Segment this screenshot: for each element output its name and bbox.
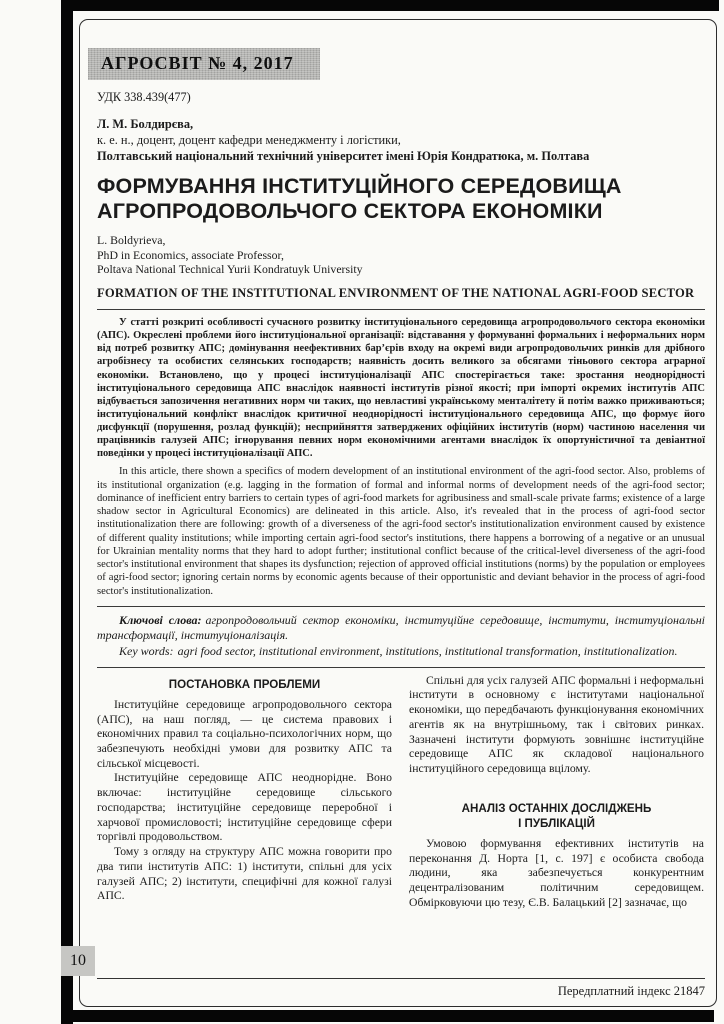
page-number: 10 [61,946,95,976]
author-block-ua [97,117,705,164]
keywords-ua [97,613,705,643]
keywords-ua-label: Ключові слова: [119,612,202,627]
footer-divider [97,978,705,979]
author-affiliation-ua: Полтавський національний технічний університет імені Юрія Кондратюка, м. Полтава [97,148,590,163]
body-paragraph: Умовою формування ефективних інститутів на переконання Д. Норта [1, с. 197] є особиста свобода людини, яка забезпечується конкурентним децентралізованим політичним середовищем. Обмірковуючи цю тезу, Є.В. Балацький [2] зазначає, що [409,837,704,909]
section-heading-analysis-line2: І ПУБЛІКАЦІЙ [518,816,595,830]
article-title-en: FORMATION OF THE INSTITUTIONAL ENVIRONMENT OF THE NATIONAL AGRI-FOOD SECTOR [97,286,695,301]
author-degree-ua: к. е. н., доцент, доцент кафедри менеджменту і логістики, [97,132,401,147]
section-heading-analysis-line1: АНАЛІЗ ОСТАННІХ ДОСЛІДЖЕНЬ [461,801,652,815]
right-column [409,674,704,911]
frame-top-bar [61,0,719,11]
frame-bottom-bar [61,1010,714,1022]
section-heading-problem: ПОСТАНОВКА ПРОБЛЕМИ [168,677,321,691]
author-block-en [97,233,705,277]
author-affiliation-en: Poltava National Technical Yurii Kondratuyk University [97,262,363,277]
udk-code: УДК 338.439(477) [97,90,191,104]
keywords-en-text: agri food sector, institutional environment, institutions, institutional transformation, institutionalization. [177,643,678,658]
divider [97,309,705,310]
subscription-index: Передплатний індекс 21847 [557,984,705,998]
journal-title: АГРОСВІТ № 4, 2017 [101,53,294,73]
article-title-ua: ФОРМУВАННЯ ІНСТИТУЦІЙНОГО СЕРЕДОВИЩА АГРОПРОДОВОЛЬЧОГО СЕКТОРА ЕКОНОМІКИ [97,174,622,223]
page-content [97,48,705,911]
divider [97,667,705,668]
author-degree-en: PhD in Economics, associate Professor, [97,247,284,262]
body-paragraph: Тому з огляду на структуру АПС можна говорити про два типи інститутів АПС: 1) інститути, спільні для усіх галузей АПС; 2) інститути, специфічні для кожної галузі АПС. [97,845,392,903]
body-paragraph: Інституційне середовище агропродовольчого сектора (АПС), на наш погляд, — це система правових і економічних правил та соціально-психологічних норм, що забезпечують необхідні умови для розвитку АПС та сільської місцевості. [97,697,392,770]
abstract-en: In this article, there shown a specifics of modern development of an institutional environment of the agri-food sector. Also, problems of its institutional organization (e.g. lagging in the formation of formal and informal norms of development needs of the agri-food sector; dominance of inefficient entry barriers to certain types of agri-food markets for agribusiness and small-scale private farms; existence of a large shadow sector in Agricultural Economics) are delineated in this article. Also, it's revealed that in the process of agri-food sector institutionalization there are following: growth of a diverseness of the agri-food sector's institutionalization environment caused by existence of different quality institutions; while importing certain agri-food sector's institutions, there happens a borrowing of a negative or an unusual for Ukrainian mentality norms that they hard to adopt further; institutional conflict because of the critical-level diverseness of the agri-food sector's institutional environment that shapes its dysfunction; rejection of approved official institutions (norms) by the population or employees of agri-food sector; ignoring certain norms by economic agents because of their opportunistic and deviant behavior in the process of agri-food sector's institutionalization. [97,466,705,597]
divider [97,606,705,607]
frame-left-bar [61,0,73,1024]
keywords-en-label: Key words: [119,643,174,658]
journal-masthead [88,48,320,80]
left-column [97,674,392,911]
author-name-ua: Л. М. Болдирєва, [97,117,194,131]
body-paragraph: Інституційне середовище АПС неоднорідне. Воно включає: інституційне середовище сільського господарства; інституційне середовище переробної і харчової промисловості; інституційне середовище сфери торгівлі продовольством. [97,771,392,844]
abstract-ua: У статті розкриті особливості сучасного розвитку інституціонального середовища агропродовольчого сектора економіки (АПС). Окреслені проблеми його інституціональної організації: відставання у формуванні формальних і неформальних норм від потреб розвитку АПС; домінування неефективних бар’єрів входу на окремі види агропродовольчих ринків для дрібного агробізнесу та особистих селянських господарств; наявність досить великого за обсягами тіньового сектора аграрної економіки. Встановлено, що у процесі інституціоналізації АПС спостерігається таке: зростання неоднорідності інституціонального середовища АПС внаслідок наявності інститутів різної якості; при імпорті окремих інститутів АПС відбувається запозичення негативних норм чи таких, що невластиві українському менталітету й потім важко приживаються; інституціональний конфлікт внаслідок критичної неоднорідності інституціонального середовища АПС, що формує його дисфункції (порушення, розлад функцій); несприйняття затверджених офіційних інститутів (норм) частиною населення чи працівників галузей АПС; ігнорування певних норм економічними агентами внаслідок їх опортуністичної та девіантної поведінки у процесі інституціоналізації АПС. [97,317,705,460]
keywords-en [97,644,705,659]
keywords-ua-text: агропродовольчий сектор економіки, інституційне середовище, інститути, інституціональні трансформації, інституціоналізація. [97,612,705,642]
body-paragraph: Спільні для усіх галузей АПС формальні і неформальні інститути в основному є інститутами національної економіки, що передбачають функціонування економічних агентів як на внутрішньому, так і світових ринках. Зазначені інститути формують зовнішнє інституційне середовище АПС як складової національного інституційного середовища вцілому. [409,673,704,776]
two-column-body [97,674,705,911]
author-name-en: L. Boldyrieva, [97,232,166,247]
section-heading-analysis [409,801,704,831]
